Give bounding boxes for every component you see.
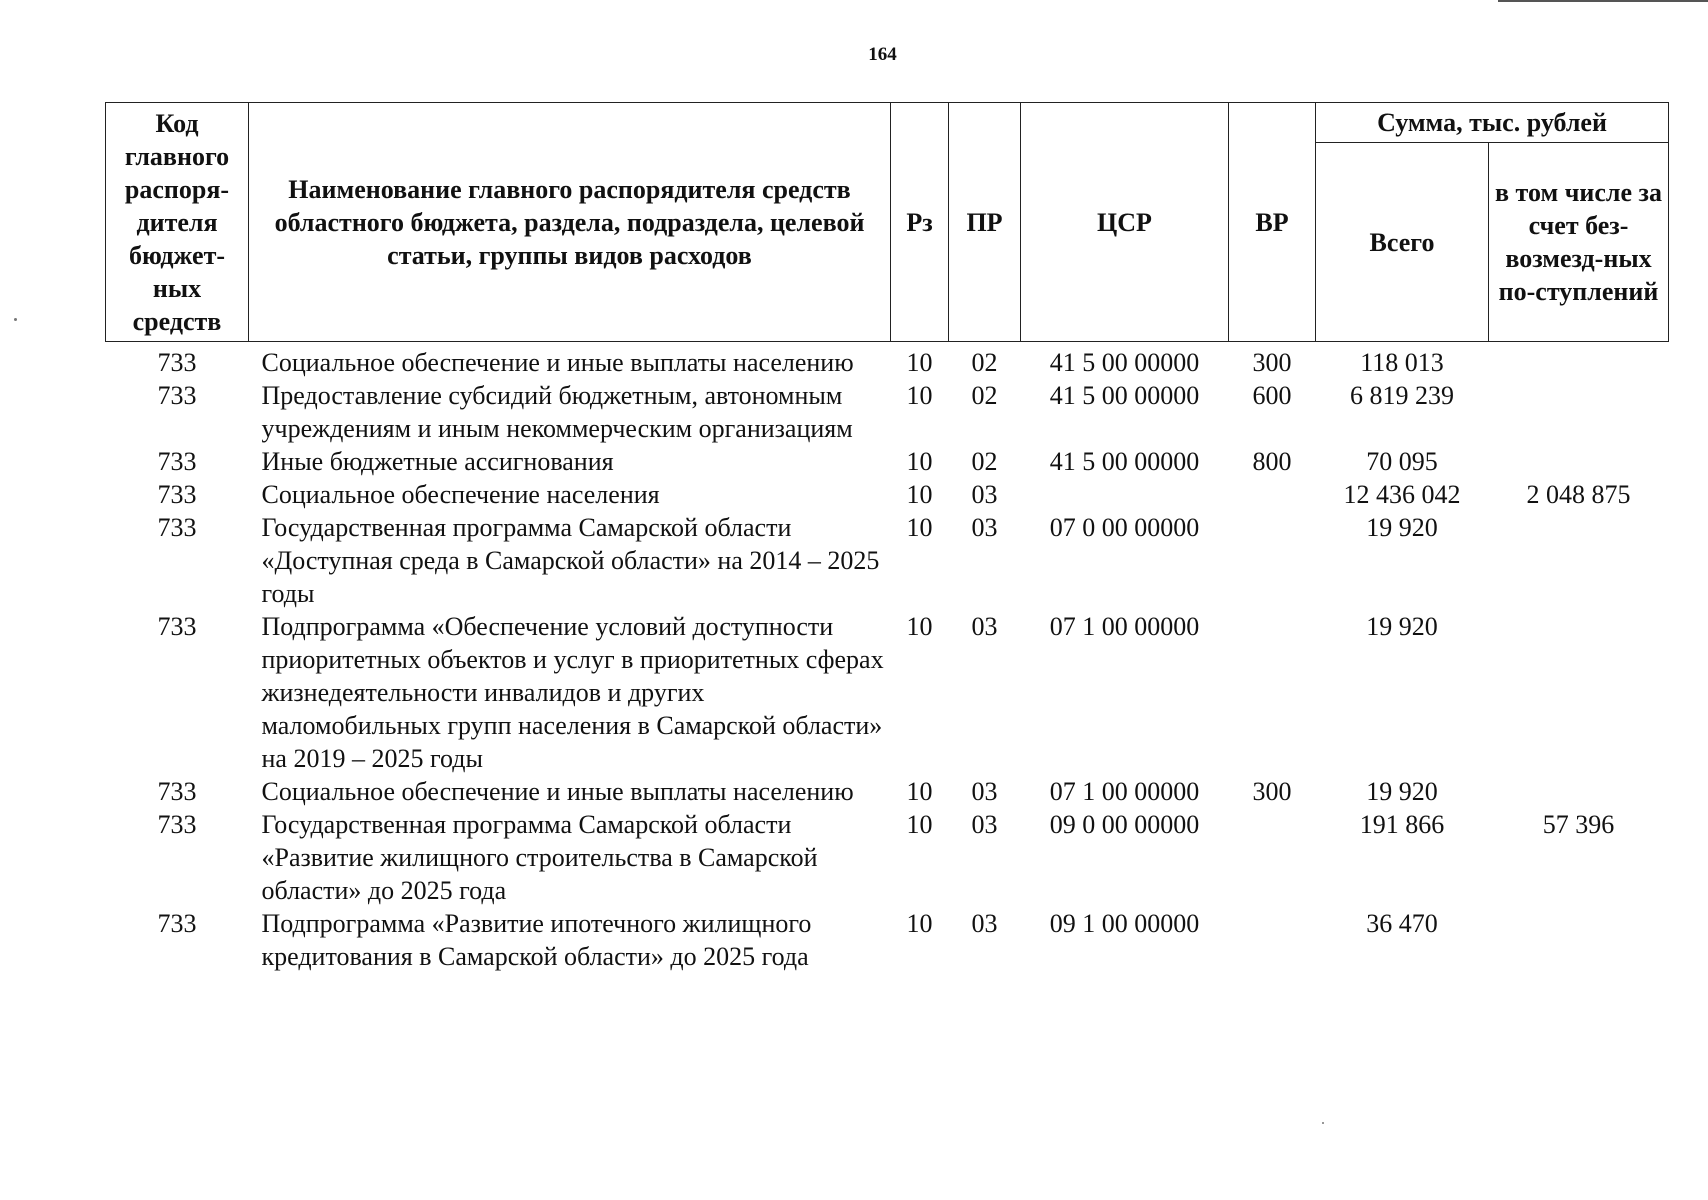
table-row [106, 610, 1669, 775]
cell-pr: 03 [971, 810, 998, 839]
scan-speck [14, 318, 17, 321]
cell-vtom: 57 396 [1542, 810, 1615, 839]
cell-rz: 10 [906, 612, 933, 641]
cell-name: Социальное обеспечение и иные выплаты населению [261, 777, 854, 806]
cell-kod: 733 [157, 612, 197, 641]
cell-vr [1229, 511, 1316, 610]
cell-vtom [1489, 610, 1669, 775]
cell-pr: 03 [971, 480, 998, 509]
cell-pr: 03 [971, 513, 998, 542]
cell-kod: 733 [157, 513, 197, 542]
cell-name: Социальное обеспечение населения [261, 480, 660, 509]
cell-vsego: 6 819 239 [1350, 381, 1454, 410]
cell-rz: 10 [906, 480, 933, 509]
header-vsego: Всего [1316, 143, 1489, 342]
cell-vsego: 118 013 [1360, 348, 1444, 377]
cell-csr: 41 5 00 00000 [1049, 381, 1200, 410]
cell-vtom [1489, 342, 1669, 380]
cell-name: Иные бюджетные ассигнования [261, 447, 614, 476]
table-row [106, 478, 1669, 511]
cell-vsego: 19 920 [1366, 513, 1438, 542]
table-row [106, 342, 1669, 380]
cell-vsego: 19 920 [1366, 612, 1438, 641]
header-vr: ВР [1229, 103, 1316, 342]
cell-name: Подпрограмма «Обеспечение условий доступности приоритетных объектов и услуг в приоритетных сферах жизнедеятельности инвалидов и других маломобильных групп населения в Самарской области» на 2019 – 2025 годы [261, 612, 884, 773]
cell-csr: 07 0 00 00000 [1049, 513, 1200, 542]
cell-vtom: 2 048 875 [1526, 480, 1631, 509]
cell-vsego: 36 470 [1366, 909, 1438, 938]
header-csr: ЦСР [1021, 103, 1229, 342]
cell-vsego: 191 866 [1359, 810, 1445, 839]
cell-csr: 09 0 00 00000 [1049, 810, 1200, 839]
cell-rz: 10 [906, 810, 933, 839]
table-row [106, 511, 1669, 610]
cell-csr: 09 1 00 00000 [1049, 909, 1200, 938]
cell-name: Государственная программа Самарской области «Развитие жилищного строительства в Самарской области» до 2025 года [261, 810, 818, 905]
cell-vsego: 12 436 042 [1343, 480, 1461, 509]
cell-kod: 733 [157, 909, 197, 938]
cell-name: Государственная программа Самарской области «Доступная среда в Самарской области» на 2014 – 2025 годы [261, 513, 880, 608]
budget-table [105, 102, 1669, 973]
table-body [106, 342, 1669, 974]
header-summa: Сумма, тыс. рублей [1316, 103, 1669, 143]
cell-csr: 07 1 00 00000 [1049, 777, 1200, 806]
cell-vtom [1489, 511, 1669, 610]
cell-pr: 02 [971, 447, 998, 476]
scan-speck [1322, 1122, 1324, 1124]
header-vtom: в том числе за счет без-возмезд-ных по-ступлений [1489, 143, 1669, 342]
cell-vtom [1489, 445, 1669, 478]
cell-vr [1229, 610, 1316, 775]
cell-csr [1021, 478, 1229, 511]
cell-kod: 733 [157, 480, 197, 509]
cell-vr: 600 [1252, 381, 1292, 410]
cell-vsego: 70 095 [1366, 447, 1438, 476]
cell-vr [1229, 478, 1316, 511]
cell-rz: 10 [906, 777, 933, 806]
cell-kod: 733 [157, 381, 197, 410]
cell-vsego: 19 920 [1366, 777, 1438, 806]
top-rule [1498, 0, 1708, 2]
cell-vtom [1489, 907, 1669, 973]
cell-pr: 03 [971, 909, 998, 938]
cell-pr: 03 [971, 612, 998, 641]
table-row [106, 775, 1669, 808]
cell-name: Подпрограмма «Развитие ипотечного жилищного кредитования в Самарской области» до 2025 года [261, 909, 812, 971]
cell-vr: 800 [1252, 447, 1292, 476]
cell-vr [1229, 808, 1316, 907]
cell-kod: 733 [157, 447, 197, 476]
header-rz: Рз [891, 103, 949, 342]
cell-rz: 10 [906, 447, 933, 476]
header-kod: Код главного распоря-дителя бюджет-ных средств [106, 103, 249, 342]
header-pr: ПР [949, 103, 1021, 342]
cell-vr [1229, 907, 1316, 973]
table-row [106, 445, 1669, 478]
cell-name: Предоставление субсидий бюджетным, автономным учреждениям и иным некоммерческим организациям [261, 381, 853, 443]
cell-kod: 733 [157, 348, 197, 377]
cell-vtom [1489, 775, 1669, 808]
cell-pr: 03 [971, 777, 998, 806]
cell-kod: 733 [157, 810, 197, 839]
cell-rz: 10 [906, 909, 933, 938]
cell-kod: 733 [157, 777, 197, 806]
table-row [106, 808, 1669, 907]
cell-vtom [1489, 379, 1669, 445]
cell-rz: 10 [906, 348, 933, 377]
cell-csr: 41 5 00 00000 [1049, 348, 1200, 377]
cell-pr: 02 [971, 348, 998, 377]
cell-name: Социальное обеспечение и иные выплаты населению [261, 348, 854, 377]
cell-rz: 10 [906, 513, 933, 542]
cell-vr: 300 [1252, 777, 1292, 806]
cell-vr: 300 [1252, 348, 1292, 377]
table-row [106, 907, 1669, 973]
cell-csr: 41 5 00 00000 [1049, 447, 1200, 476]
cell-rz: 10 [906, 381, 933, 410]
page-number: 164 [868, 44, 897, 65]
table-row [106, 379, 1669, 445]
cell-pr: 02 [971, 381, 998, 410]
header-name: Наименование главного распорядителя средств областного бюджета, раздела, подраздела, целевой статьи, группы видов расходов [249, 103, 891, 342]
cell-csr: 07 1 00 00000 [1049, 612, 1200, 641]
